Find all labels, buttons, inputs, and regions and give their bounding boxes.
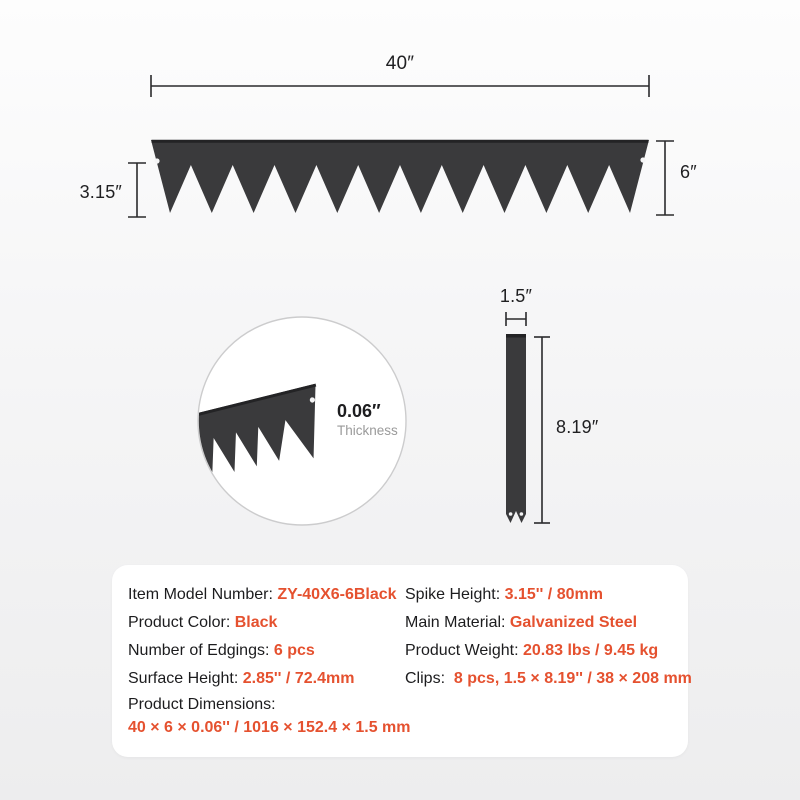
clip-width-dimension-label: 1.5″ [499, 286, 533, 306]
spec-row-surface-height [128, 665, 354, 693]
spec-row-clips [405, 665, 692, 693]
spec-label: Spike Height: [405, 586, 505, 603]
total-height-dimension-label: 6″ [680, 162, 697, 182]
clip-graphic [506, 334, 526, 523]
spec-value: 20.83 lbs / 9.45 kg [522, 642, 659, 659]
spec-row-product-color [128, 609, 277, 637]
spec-value: 2.85'' / 72.4mm [242, 670, 355, 687]
spec-value: Galvanized Steel [509, 614, 638, 631]
spec-row-model-number [128, 581, 397, 609]
thickness-caption: Thickness [337, 423, 398, 438]
spec-row-spike-height [405, 581, 603, 609]
total-height-dimension-line [656, 141, 674, 215]
width-dimension-line [151, 75, 649, 97]
clip-height-dimension-line [534, 337, 550, 523]
spec-row-number-of-edgings [128, 637, 315, 665]
spec-value: ZY-40X6-6Black [277, 586, 397, 603]
spec-row-product-weight [405, 637, 658, 665]
spike-height-dimension-label: 3.15″ [79, 182, 122, 202]
edging-strip-graphic [151, 140, 649, 213]
spec-value: 3.15'' / 80mm [504, 586, 603, 603]
spec-row-product-dimensions-value [128, 716, 411, 740]
spec-label: Item Model Number: [128, 586, 278, 603]
clip-width-dimension-line [506, 312, 526, 326]
spec-label: Clips: [405, 670, 454, 687]
spec-value: Black [234, 614, 278, 631]
spec-label: Product Weight: [405, 642, 523, 659]
spec-label: Number of Edgings: [128, 642, 274, 659]
spec-value: 6 pcs [273, 642, 315, 659]
clip-height-dimension-label: 8.19″ [556, 417, 599, 437]
spec-label: Product Color: [128, 614, 235, 631]
spec-row-main-material [405, 609, 637, 637]
spec-label: Product Dimensions: [128, 696, 276, 713]
spec-row-product-dimensions-label [128, 693, 276, 717]
spec-value: 8 pcs, 1.5 × 8.19'' / 38 × 208 mm [453, 670, 692, 687]
spec-label: Surface Height: [128, 670, 243, 687]
spec-label: Main Material: [405, 614, 510, 631]
spec-panel [112, 565, 692, 757]
thickness-value: 0.06″ [337, 401, 381, 421]
clip-right-hole-icon [520, 512, 524, 516]
strip-left-hole-icon [154, 158, 159, 163]
width-dimension-label: 40″ [385, 53, 415, 74]
strip-right-hole-icon [640, 157, 645, 162]
spike-height-dimension-line [128, 163, 146, 217]
spec-value: 40 × 6 × 0.06'' / 1016 × 152.4 × 1.5 mm [128, 719, 411, 736]
clip-left-hole-icon [509, 512, 513, 516]
